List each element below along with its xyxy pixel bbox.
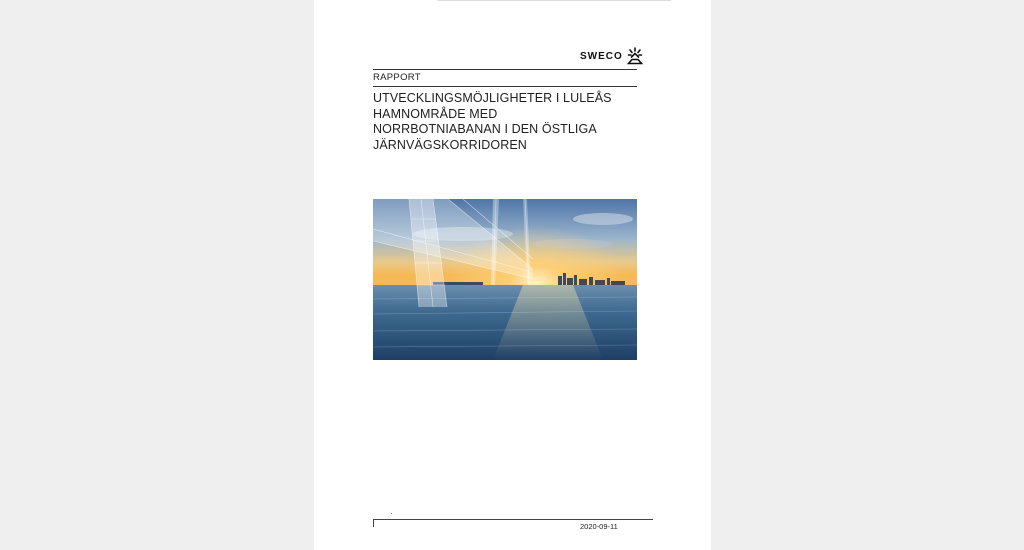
- title-line: HAMNOMRÅDE MED: [373, 106, 498, 121]
- sweco-sun-icon: [627, 47, 643, 65]
- report-label: RAPPORT: [373, 72, 421, 83]
- sweco-logo: [580, 46, 643, 66]
- bridge-sunset-illustration: [373, 199, 637, 360]
- footer-tick: [373, 519, 374, 527]
- logo-wordmark: SWECO: [580, 50, 623, 62]
- top-divider: [437, 0, 671, 1]
- footer-rule: [373, 519, 653, 520]
- report-title: [373, 91, 643, 153]
- footer-mark: [391, 513, 392, 514]
- report-date: 2020-09-11: [580, 522, 618, 531]
- document-page: [314, 0, 711, 550]
- title-line: JÄRNVÄGSKORRIDOREN: [373, 137, 527, 152]
- cover-image: [373, 199, 637, 360]
- title-line: UTVECKLINGSMÖJLIGHETER I LULEÅS: [373, 91, 612, 105]
- header-rule-top: [373, 69, 637, 70]
- header-rule-bottom: [373, 86, 637, 87]
- title-line: NORRBOTNIABANAN I DEN ÖSTLIGA: [373, 122, 597, 136]
